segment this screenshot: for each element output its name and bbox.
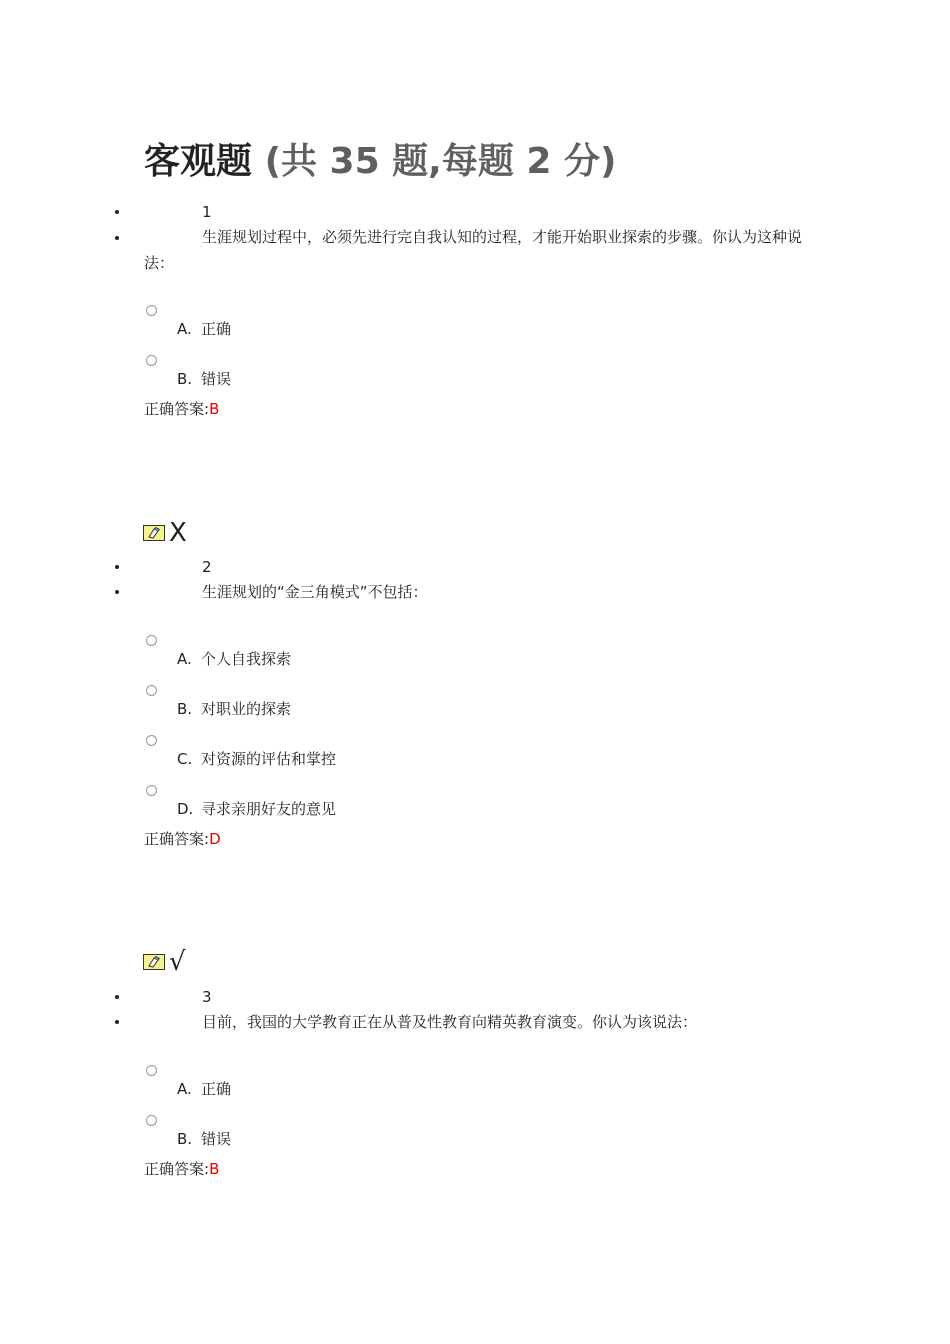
option-a[interactable] bbox=[177, 1079, 231, 1099]
bullet bbox=[115, 228, 123, 248]
question-number: 2 bbox=[202, 558, 212, 576]
option-letter: B. bbox=[177, 1130, 193, 1148]
option-letter: A. bbox=[177, 320, 192, 338]
option-text: 错误 bbox=[201, 1130, 232, 1148]
option-d[interactable] bbox=[177, 799, 336, 819]
question-text: 生涯规划的“金三角模式”不包括： bbox=[202, 583, 428, 601]
answer-value: D bbox=[209, 830, 221, 848]
correct-answer bbox=[144, 1159, 219, 1179]
correct-answer bbox=[144, 399, 219, 419]
answer-label: 正确答案: bbox=[144, 830, 210, 848]
option-letter: B. bbox=[177, 700, 193, 718]
option-text: 正确 bbox=[201, 320, 232, 338]
edit-pencil-icon[interactable] bbox=[143, 525, 165, 541]
result-mark bbox=[143, 947, 186, 977]
result-mark-text: √ bbox=[169, 947, 186, 977]
option-letter: C. bbox=[177, 750, 193, 768]
answer-label: 正确答案: bbox=[144, 400, 210, 418]
option-a[interactable] bbox=[177, 649, 291, 669]
question-text: 目前，我国的大学教育正在从普及性教育向精英教育演变。你认为该说法： bbox=[202, 1013, 698, 1031]
option-text: 寻求亲朋好友的意见 bbox=[201, 800, 337, 818]
bullet bbox=[115, 202, 123, 222]
question-number: 3 bbox=[202, 988, 212, 1006]
bullet bbox=[115, 557, 123, 577]
option-letter: B. bbox=[177, 370, 193, 388]
option-letter: A. bbox=[177, 1080, 192, 1098]
option-text: 错误 bbox=[201, 370, 232, 388]
radio-option-c[interactable] bbox=[146, 735, 157, 746]
radio-option-b[interactable] bbox=[146, 685, 157, 696]
bullet bbox=[115, 582, 123, 602]
edit-pencil-icon[interactable] bbox=[143, 954, 165, 970]
option-text: 个人自我探索 bbox=[201, 650, 292, 668]
radio-option-d[interactable] bbox=[146, 785, 157, 796]
option-text: 对职业的探索 bbox=[201, 700, 292, 718]
result-mark-text: X bbox=[169, 518, 187, 548]
option-letter: D. bbox=[177, 800, 194, 818]
option-b[interactable] bbox=[177, 1129, 231, 1149]
bullet bbox=[115, 987, 123, 1007]
option-b[interactable] bbox=[177, 369, 231, 389]
option-c[interactable] bbox=[177, 749, 336, 769]
answer-label: 正确答案: bbox=[144, 1160, 210, 1178]
question-text: 生涯规划过程中，必须先进行完自我认知的过程，才能开始职业探索的步骤。你认为这种说法： bbox=[144, 228, 803, 272]
result-mark bbox=[143, 518, 187, 548]
option-b[interactable] bbox=[177, 699, 291, 719]
page-title bbox=[144, 136, 616, 188]
option-text: 正确 bbox=[201, 1080, 232, 1098]
radio-option-a[interactable] bbox=[146, 305, 157, 316]
correct-answer bbox=[144, 829, 221, 849]
option-a[interactable] bbox=[177, 319, 231, 339]
answer-value: B bbox=[209, 1160, 220, 1178]
answer-value: B bbox=[209, 400, 220, 418]
page-title-main: 客观题 bbox=[144, 141, 253, 182]
page-title-sub: (共 35 题,每题 2 分) bbox=[264, 141, 617, 182]
bullet bbox=[115, 1012, 123, 1032]
radio-option-b[interactable] bbox=[146, 355, 157, 366]
question-number: 1 bbox=[202, 203, 212, 221]
option-letter: A. bbox=[177, 650, 192, 668]
radio-option-b[interactable] bbox=[146, 1115, 157, 1126]
radio-option-a[interactable] bbox=[146, 1065, 157, 1076]
option-text: 对资源的评估和掌控 bbox=[201, 750, 337, 768]
radio-option-a[interactable] bbox=[146, 635, 157, 646]
